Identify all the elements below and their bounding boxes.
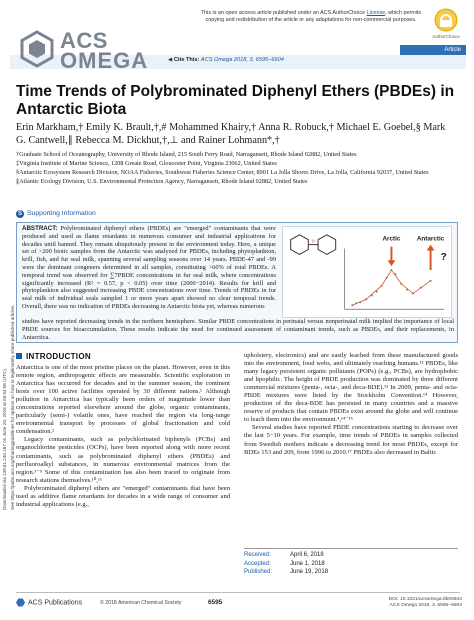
date-value: April 6, 2018 — [290, 552, 324, 558]
affiliation: §Antarctic Ecosystem Research Division, NOAA Fisheries, Southwest Fisheries Science Center, 8901 La Jolla Shores Drive, La Jolla, California 92037, United States — [16, 169, 429, 176]
publisher-name: ACS Publications — [28, 599, 83, 607]
paragraph: Antarctica is one of the most pristine places on the planet. However, even in this remote region, anthropogenic effects are measurable. Scientific exploration in Antarctica has occurred for decades and in the summer season, the continent hosts over 100 active facilities operated by 30 different nations.¹ Although pollution in Antarctica has typically been orders of magnitude lower than concentrations reported elsewhere around the globe, organic contaminants, particularly (semi-) volatile ones, have reached the region via long-range environmental transport by processes of global fractionation and cold condensation.² — [16, 364, 230, 436]
logo-acs: ACS — [60, 28, 108, 53]
paragraph: upholstery, electronics) and are easily leached from these manufactured goods into the environment, food webs, and ultimately reaching humans.¹² PBDEs, like many legacy persistent organic pollutants (POPs) (e.g., PCBs), are hydrophobic and lipophilic. The height of PBDE production was dominated by three different commercial mixtures (penta-, octa-, and deca-BDE).¹³ In 2009, penta- and octa-PBDE mixtures were listed by the Stockholm Convention.¹⁴ However, production of the deca-BDE has persisted in many countries and a massive reserve of products that contain PBDEs exist around the globe and will continue to leach them into the environment.⁴,¹⁴⁻¹⁶ — [244, 352, 458, 424]
doi-link[interactable]: DOI: 10.1021/acsomega.8b00644 — [388, 597, 462, 602]
body-column-right — [244, 352, 458, 457]
page-number: 6595 — [208, 599, 223, 606]
doi-reference: ACS Omega 2018, 3, 6595−6604 — [389, 603, 462, 608]
cite-icon: ◀ — [168, 57, 173, 63]
affiliation: ‡Virginia Institute of Marine Science, 1208 Greate Road, Gloucester Point, Virginia 23062, United States — [16, 160, 277, 167]
page-footer — [16, 592, 460, 614]
download-notice-line: Downloaded via 139.81.240.167 on June 20, 2018 at 05:54:05 (UTC). — [2, 368, 7, 510]
date-key: Received: — [244, 552, 271, 558]
author-list: Erin Markham,† Emily K. Brault,†,# Mohammed Khairy,† Anna R. Robuck,† Michael E. Goebel,§ Mark G. Cantwell,∥ Rebecca M. Dickhut,†,⊥ and Rainer Lohmann*,† — [16, 122, 446, 146]
date-row — [244, 551, 458, 560]
logo-omega: OMEGA — [60, 48, 149, 73]
date-row — [244, 560, 458, 569]
affiliation: ∥Atlantic Ecology Division, U.S. Environmental Protection Agency, Narragansett, Rhode Island 02882, United States — [16, 178, 308, 185]
journal-logo — [16, 28, 216, 72]
date-key: Accepted: — [244, 560, 271, 567]
acs-hexagon-icon — [18, 30, 56, 68]
paragraph: Several studies have reported PBDE concentrations starting to decrease over the last 5−10 years. For example, time trends of PBDEs in samples collected from Swedish mothers indicate a decreasing trend for most PBDEs, except for BDEs 153 and 209, from 1996 to 2010.¹⁷ PBDEs also decreased in Baltic — [244, 424, 458, 456]
svg-text:O: O — [311, 239, 315, 244]
cite-reference[interactable]: ACS Omega 2018, 3, 6595−6604 — [200, 57, 284, 63]
abstract-text — [22, 225, 276, 311]
author-choice-badge-icon — [426, 6, 466, 40]
license-note-text-end: , which permits — [385, 10, 422, 16]
copyright: © 2018 American Chemical Society — [100, 600, 182, 606]
toc-question-mark: ? — [440, 251, 447, 264]
paragraph: Legacy contaminants, such as polychlorinated biphenyls (PCBs) and organochlorine pesticides (OCPs), have been reported along with more recent contaminants, such as polybrominated diphenyl ethers (PBDEs) and perfluoroalkyl substances, in numerous environmental matrices from the region.³⁻⁹ Some of this contamination has also been traced to originate from research stations themselves.¹⁰,¹¹ — [16, 436, 230, 484]
abstract-body: Polybrominated diphenyl ethers (PBDEs) are "emerged" contaminants that were produced and used as flame retardants in numerous consumer and industrial applications for decades until banned. They remain ubiquitously present in the environment today. Here, a unique set of >200 biotic samples from the Antarctic was analyzed for PBDEs, including phytoplankton, krill, fish, and fur seal milk, spanning several sampling seasons over 14 years. PBDE-47 and -99 were the dominant congeners determined in all samples, constituting >60% of total PBDEs. A temporal trend was observed for ∑7PBDE concentrations in fur seal milk, where concentrations significantly increased (R² = 0.57, p < 0.05) over time (2000−2014). Results for krill and phytoplankton also suggested increasing PBDE concentrations over time. Trends of PBDEs in fur seal milk of individual seals sampled 1 or more years apart showed no clear temporal trends. Overall, there was no indication of PBDEs decreasing in Antarctic biota yet, whereas numerous — [22, 225, 276, 310]
date-key: Published: — [244, 569, 273, 575]
article-title: Time Trends of Polybrominated Diphenyl Ethers (PBDEs) in Antarctic Biota — [16, 83, 455, 118]
acs-hexagon-small-icon — [16, 598, 25, 607]
intro-heading-text: INTRODUCTION — [26, 352, 91, 361]
toc-trend-line — [352, 270, 430, 305]
license-note-line2: copying and redistribution of the article or any adaptations for non-commercial purposes. — [205, 16, 417, 23]
supporting-info-label: Supporting Information — [27, 210, 96, 217]
affiliation: †Graduate School of Oceanography, University of Rhode Island, 215 South Ferry Road, Narragansett, Rhode Island 02882, United States — [16, 151, 357, 158]
pbde-molecule-icon — [291, 235, 336, 255]
supporting-info-icon: S — [17, 211, 22, 217]
section-square-icon — [16, 353, 22, 359]
body-column-left — [16, 364, 230, 509]
toc-antarctic-label: Antarctic — [416, 235, 445, 243]
toc-arctic-label: Arctic — [382, 235, 401, 243]
publication-dates — [244, 548, 458, 577]
acs-publications-logo — [16, 598, 82, 607]
abstract-label: ABSTRACT: — [22, 225, 58, 232]
date-value: June 1, 2018 — [290, 560, 325, 567]
doi-block — [376, 597, 462, 609]
abstract-text-continued: studies have reported decreasing trends in the northern hemisphere. Similar PBDE concentrations in perinatal versus nonperinatal milk implied the importance of local PBDE sources for bioaccumulation. These results indicate the need for continued assessment of contaminant trends, such as PBDEs, and their replacements, in Antarctica. — [22, 318, 454, 341]
section-heading-introduction — [16, 352, 91, 361]
paragraph: Polybrominated diphenyl ethers are "emerged" contaminants that have been used as additive flame retardants for decades in a wide range of consumer and industrial applications (e.g., — [16, 484, 230, 508]
date-row — [244, 568, 458, 577]
cite-label: Cite This: — [173, 57, 200, 63]
badge-label: AuthorChoice — [432, 34, 460, 39]
license-note — [196, 10, 426, 23]
license-note-text: This is an open access article published under an ACS AuthorChoice — [200, 10, 367, 16]
cite-this — [168, 57, 284, 63]
affiliations — [16, 151, 456, 187]
toc-graphic — [282, 226, 452, 318]
sharing-guidelines-line: See https://pubs.acs.org/sharingguidelines for options on how to legitimately share published articles. — [10, 304, 15, 510]
supporting-information-link[interactable] — [16, 210, 96, 218]
article-type-tag: Article — [400, 45, 466, 55]
date-value: June 19, 2018 — [290, 569, 329, 575]
license-link[interactable]: License — [366, 10, 386, 16]
